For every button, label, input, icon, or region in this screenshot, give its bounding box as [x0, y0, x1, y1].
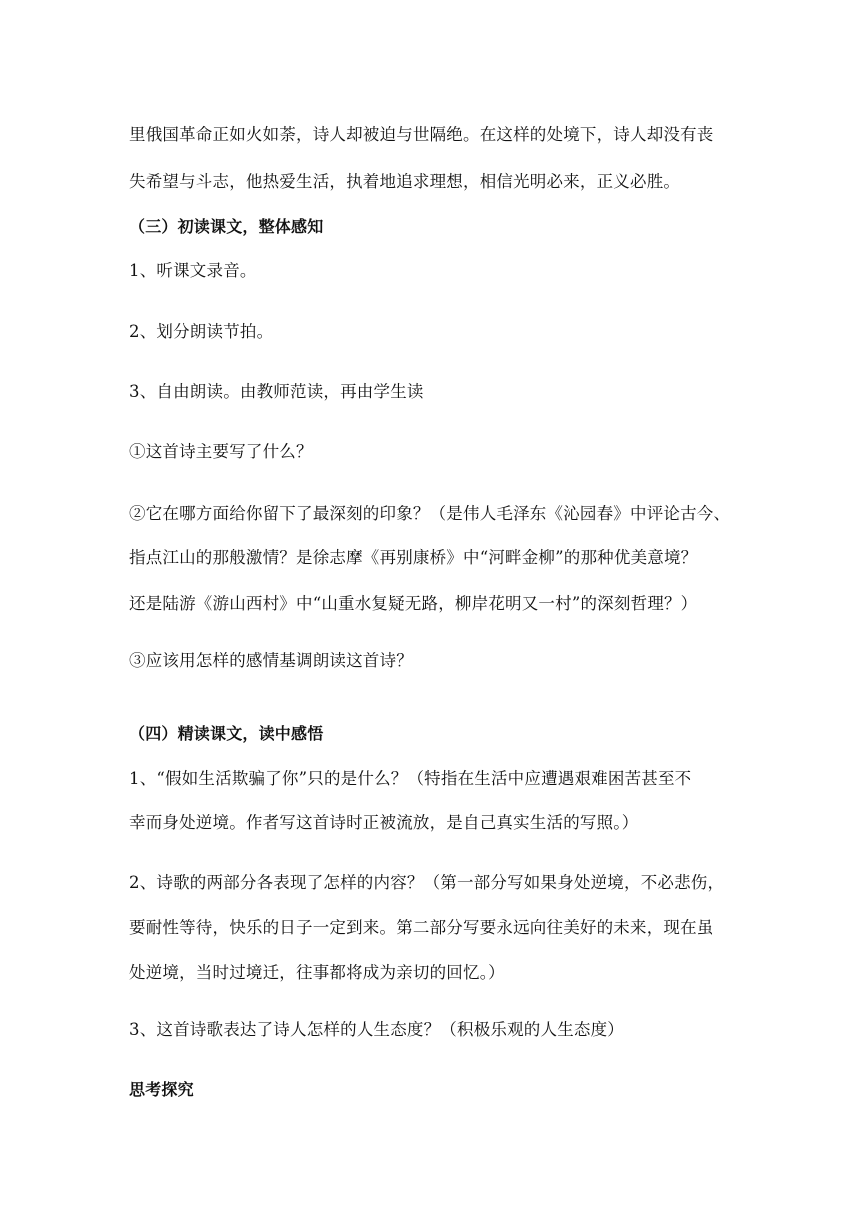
- section-3-item-1: 1、听课文录音。: [129, 261, 257, 280]
- section-3-question-2-line-1: ②它在哪方面给你留下了最深刻的印象？（是伟人毛泽东《沁园春》中评论古今、: [129, 504, 731, 523]
- section-4-item-3: 3、这首诗歌表达了诗人怎样的人生态度？（积极乐观的人生态度）: [129, 1020, 624, 1039]
- section-4-item-2-line-3: 处逆境，当时过境迁，往事都将成为亲切的回忆。）: [129, 963, 505, 982]
- section-4-item-1-line-2: 幸而身处逆境。作者写这首诗时正被流放，是自己真实生活的写照。）: [129, 813, 639, 832]
- section-3-item-2: 2、划分朗读节拍。: [129, 322, 274, 341]
- section-4-item-2-line-1: 2、诗歌的两部分各表现了怎样的内容？（第一部分写如果身处逆境，不必悲伤，: [129, 873, 725, 892]
- intro-line-2: 失希望与斗志，他热爱生活，执着地追求理想，相信光明必来，正义必胜。: [129, 172, 681, 191]
- section-4-item-1-line-1: 1、“假如生活欺骗了你”只的是什么？（特指在生活中应遭遇艰难困苦甚至不: [129, 769, 692, 788]
- section-4-item-2-line-2: 要耐性等待，快乐的日子一定到来。第二部分写要永远向往美好的未来，现在虽: [129, 918, 714, 937]
- section-3-question-2-line-3: 还是陆游《游山西村》中“山重水复疑无路，柳岸花明又一村”的深刻哲理？）: [129, 594, 698, 613]
- section-3-item-3: 3、自由朗读。由教师范读，再由学生读: [129, 382, 424, 401]
- section-3-question-1: ①这首诗主要写了什么？: [129, 442, 313, 461]
- section-4-heading: （四）精读课文，读中感悟: [129, 724, 324, 743]
- section-3-heading: （三）初读课文，整体感知: [129, 217, 324, 236]
- section-3-question-2-line-2: 指点江山的那般激情？是徐志摩《再别康桥》中“河畔金柳”的那种优美意境？: [129, 548, 698, 567]
- section-3-question-3: ③应该用怎样的感情基调朗读这首诗？: [129, 651, 413, 670]
- intro-line-1: 里俄国革命正如火如荼，诗人却被迫与世隔绝。在这样的处境下，诗人却没有丧: [129, 125, 714, 144]
- section-5-heading: 思考探究: [129, 1080, 194, 1099]
